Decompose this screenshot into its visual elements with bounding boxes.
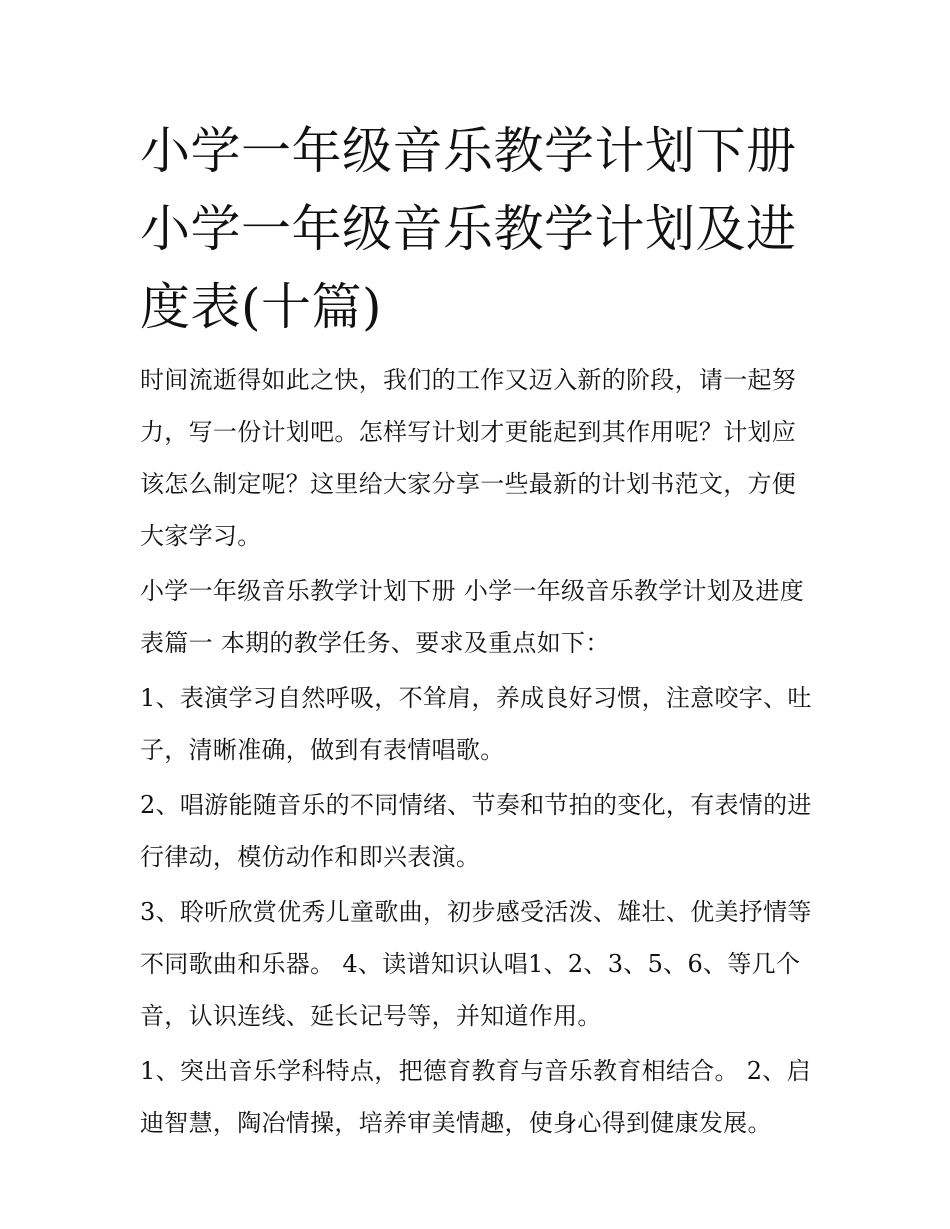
paragraph-item-1: 1、表演学习自然呼吸，不耸肩，养成良好习惯，注意咬字、吐子，清晰准确，做到有表情唱歌。 [140, 684, 812, 764]
document-title: 小学一年级音乐教学计划下册 小学一年级音乐教学计划及进度表(十篇) [140, 122, 797, 336]
paragraph-section-heading: 小学一年级音乐教学计划下册 小学一年级音乐教学计划及进度表篇一 本期的教学任务、要求及重点如下： [140, 577, 805, 657]
paragraph-item-2: 2、唱游能随音乐的不同情绪、节奏和节拍的变化，有表情的进行律动，模仿动作和即兴表演。 [140, 791, 812, 871]
paragraph-item-3-4: 3、聆听欣赏优秀儿童歌曲，初步感受活泼、雄壮、优美抒情等不同歌曲和乐器。 4、读谱知识认唱1、2、3、5、6、等几个音，认识连线、延长记号等，并知道作用。 [140, 898, 812, 1030]
document-body [140, 112, 820, 1152]
paragraph-intro: 时间流逝得如此之快，我们的工作又迈入新的阶段，请一起努力，写一份计划吧。怎样写计划才更能起到其作用呢？计划应该怎么制定呢？这里给大家分享一些最新的计划书范文，方便大家学习。 [140, 366, 797, 550]
paragraph-goals: 1、突出音乐学科特点，把德育教育与音乐教育相结合。 2、启迪智慧，陶冶情操，培养审美情趣，使身心得到健康发展。 [140, 1057, 811, 1137]
